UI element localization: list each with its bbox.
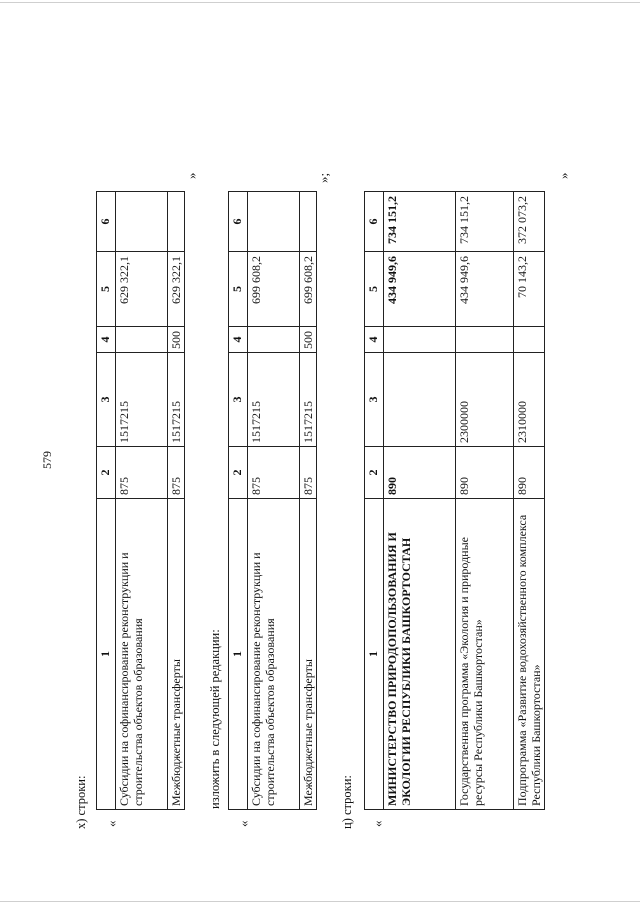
- expense-type-cell: [116, 327, 168, 353]
- header-cell: 2: [97, 447, 116, 499]
- expense-type-cell: [248, 327, 300, 353]
- header-cell: 5: [365, 252, 384, 327]
- table-row: [514, 192, 545, 810]
- code-cell: 875: [248, 447, 300, 499]
- code-cell: 875: [300, 447, 317, 499]
- section-x-label: х) строки:: [74, 775, 88, 829]
- target-article-cell: 1517215: [116, 353, 168, 447]
- header-cell: 1: [229, 499, 248, 810]
- expense-type-cell: [456, 327, 514, 353]
- amount-cell: 699 608,2: [300, 252, 317, 327]
- amount-cell: 734 151,2: [384, 192, 456, 252]
- code-cell: 890: [456, 447, 514, 499]
- header-cell: 6: [229, 192, 248, 252]
- amount-cell: 372 073,2: [514, 192, 545, 252]
- expense-type-cell: [514, 327, 545, 353]
- target-article-cell: 2300000: [456, 353, 514, 447]
- table-row: [116, 192, 168, 810]
- amount-cell: 734 151,2: [456, 192, 514, 252]
- header-cell: 1: [97, 499, 116, 810]
- amount-cell: [248, 192, 300, 252]
- page-number: 579: [40, 451, 54, 469]
- header-cell: 4: [229, 327, 248, 353]
- target-article-cell: 1517215: [248, 353, 300, 447]
- expense-type-cell: 500: [168, 327, 185, 353]
- amount-cell: 629 322,1: [116, 252, 168, 327]
- open-quote-2: «: [236, 820, 251, 827]
- open-quote-3: «: [370, 820, 385, 827]
- amount-cell: 434 949,6: [384, 252, 456, 327]
- header-cell: 2: [229, 447, 248, 499]
- row-name-cell: Подпрограмма «Развитие водохозяйственного комплекса Республики Башкортостан»: [514, 499, 545, 810]
- row-name-cell: Субсидии на софинансирование реконструкции и строительства объектов образования: [248, 499, 300, 810]
- table-row: [168, 192, 185, 810]
- close-quote-3: »: [556, 172, 571, 179]
- row-name-cell: Субсидии на софинансирование реконструкции и строительства объектов образования: [116, 499, 168, 810]
- table-section-x: [96, 191, 185, 810]
- header-cell: 4: [365, 327, 384, 353]
- amount-cell: [300, 192, 317, 252]
- table-header-row: [365, 192, 384, 810]
- header-cell: 3: [229, 353, 248, 447]
- header-cell: 1: [365, 499, 384, 810]
- table-section-ts: [364, 191, 545, 810]
- target-article-cell: 2310000: [514, 353, 545, 447]
- table-header-row: [229, 192, 248, 810]
- row-name-cell: Межбюджетные трансферты: [300, 499, 317, 810]
- amount-cell: [116, 192, 168, 252]
- amount-cell: 434 949,6: [456, 252, 514, 327]
- expense-type-cell: [384, 327, 456, 353]
- header-cell: 4: [97, 327, 116, 353]
- target-article-cell: [384, 353, 456, 447]
- close-quote-2: »;: [316, 172, 331, 183]
- target-article-cell: 1517215: [168, 353, 185, 447]
- close-quote-1: »: [184, 172, 199, 179]
- code-cell: 875: [168, 447, 185, 499]
- table-row: [384, 192, 456, 810]
- open-quote-1: «: [104, 820, 119, 827]
- code-cell: 890: [384, 447, 456, 499]
- header-cell: 6: [365, 192, 384, 252]
- amount-cell: [168, 192, 185, 252]
- code-cell: 875: [116, 447, 168, 499]
- table-header-row: [97, 192, 116, 810]
- code-cell: 890: [514, 447, 545, 499]
- row-name-cell: Межбюджетные трансферты: [168, 499, 185, 810]
- amount-cell: 699 608,2: [248, 252, 300, 327]
- table-row: [300, 192, 317, 810]
- expense-type-cell: 500: [300, 327, 317, 353]
- table-replacement: [228, 191, 317, 810]
- target-article-cell: 1517215: [300, 353, 317, 447]
- header-cell: 5: [97, 252, 116, 327]
- header-cell: 6: [97, 192, 116, 252]
- table-row: [248, 192, 300, 810]
- amount-cell: 70 143,2: [514, 252, 545, 327]
- header-cell: 2: [365, 447, 384, 499]
- section-ts-label: ц) строки:: [340, 775, 354, 829]
- row-name-cell: Государственная программа «Экология и природные ресурсы Республики Башкортостан»: [456, 499, 514, 810]
- amount-cell: 629 322,1: [168, 252, 185, 327]
- table-row: [456, 192, 514, 810]
- header-cell: 5: [229, 252, 248, 327]
- header-cell: 3: [365, 353, 384, 447]
- row-name-cell: МИНИСТЕРСТВО ПРИРОДОПОЛЬЗОВАНИЯ И ЭКОЛОГИИ РЕСПУБЛИКИ БАШКОРТОСТАН: [384, 499, 456, 810]
- header-cell: 3: [97, 353, 116, 447]
- replacement-label: изложить в следующей редакции:: [208, 629, 222, 809]
